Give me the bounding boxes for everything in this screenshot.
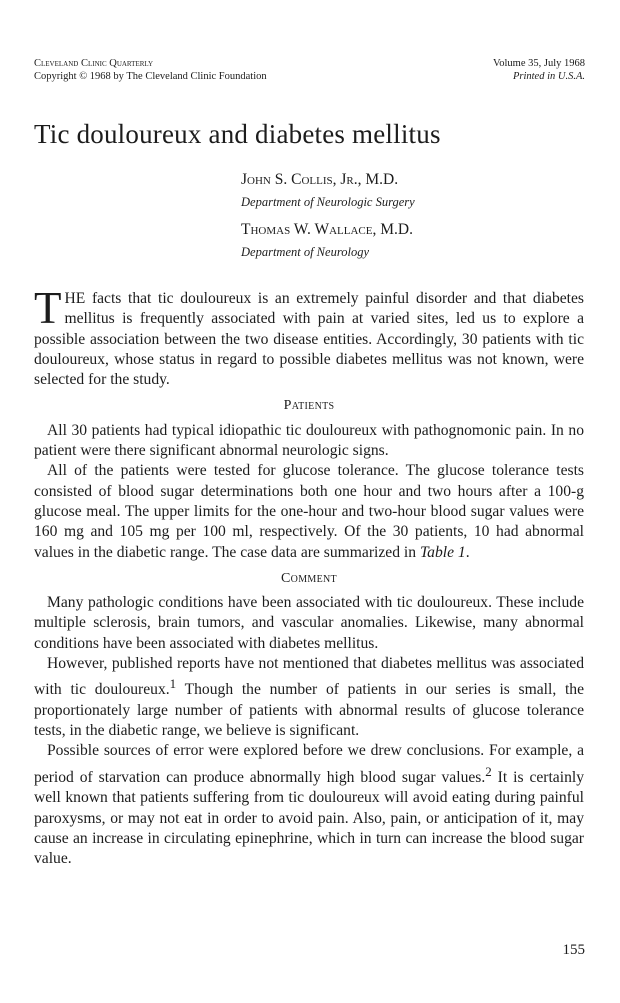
page-number: 155 <box>562 942 585 958</box>
paragraph: All 30 patients had typical idiopathic tic douloureux with pathognomonic pain. In no patient were there significant abnormal neurologic signs. <box>34 421 584 460</box>
section-heading-comment: Comment <box>281 570 337 586</box>
running-header-left <box>34 57 267 83</box>
article-title: Tic douloureux and diabetes mellitus <box>34 119 441 149</box>
drop-cap: T <box>34 283 62 333</box>
paragraph: Many pathologic conditions have been associated with tic douloureux. These include multiple sclerosis, brain tumors, and vascular anomalies. Likewise, many abnormal conditions have been associated with diabetes mellitus. <box>34 594 584 652</box>
journal-name: Cleveland Clinic Quarterly <box>34 58 154 69</box>
paragraph-text: Possible sources of error were explored before we drew conclusions. For example, a period of starvation can produce abnormally high blood sugar values. <box>34 742 584 786</box>
intro-paragraph <box>34 283 584 390</box>
paragraph-text: All of the patients were tested for glucose tolerance. The glucose tolerance tests consisted of blood sugar determinations both one hour and two hours after a 100-g glucose meal. The upper limits for the one-hour and two-hour blood sugar values were 160 mg and 105 mg per 100 ml, respectively. Of the 30 patients, 10 had abnormal values in the diabetic range. The case data are summarized in <box>34 462 584 561</box>
author-block <box>241 169 415 269</box>
author-department: Department of Neurology <box>241 245 369 259</box>
running-header-right <box>493 57 585 83</box>
paragraph <box>34 461 584 562</box>
paragraph-text: However, published reports have not mentioned that diabetes mellitus was associated with tic douloureux. <box>34 655 584 699</box>
paragraph <box>34 654 584 741</box>
footnote-ref: 2 <box>485 763 492 779</box>
section-heading-patients: Patients <box>283 398 335 414</box>
volume-line: Volume 35, July 1968 <box>493 58 585 69</box>
author-name: Thomas W. Wallace, M.D. <box>241 221 413 238</box>
table-reference: Table 1 <box>419 543 466 561</box>
printed-line: Printed in U.S.A. <box>512 71 585 82</box>
paragraph <box>34 741 584 869</box>
author-name: John S. Collis, Jr., M.D. <box>241 171 399 188</box>
paragraph-end: . <box>465 543 470 561</box>
paragraph-text: Though the number of patients in our series is small, the proportionately large number of patients with abnormal results of glucose tolerance tests, in the diabetic range, we believe is significant. <box>34 681 585 740</box>
intro-first-word: HE <box>64 290 86 307</box>
article-body <box>34 283 585 869</box>
author-department: Department of Neurologic Surgery <box>241 195 415 209</box>
copyright-line: Copyright © 1968 by The Cleveland Clinic Foundation <box>34 71 267 82</box>
paragraph-text: It is certainly well known that patients suffering from tic douloureux will avoid eating during painful paroxysms, or may not eat in order to avoid pain. Also, pain, or anticipation of it, may cause an increase in circulating epinephrine, which in turn can increase the blood sugar value. <box>34 768 584 868</box>
intro-text: facts that tic douloureux is an extremely painful disorder and that diabetes mellitus is frequently associated with pain at varied sites, led us to explore a possible association between the two disease entities. Accordingly, 30 patients with tic douloureux, whose status in regard to possible diabetes mellitus was not known, were selected for the study. <box>34 290 584 389</box>
footnote-ref: 1 <box>169 676 177 692</box>
